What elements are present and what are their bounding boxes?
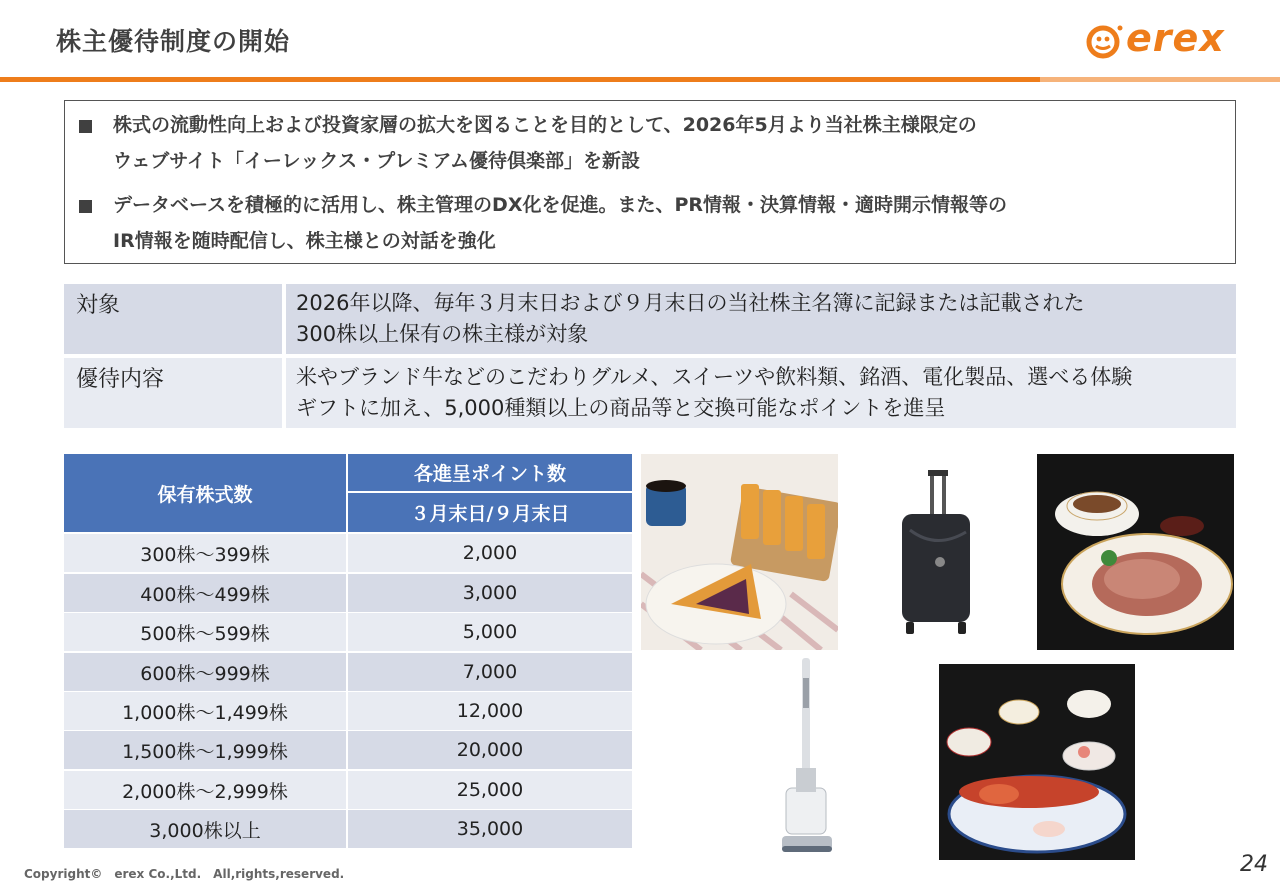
intro-bullet-2-line-2: IR情報を随時配信し、株主様との対話を強化	[113, 230, 496, 252]
shares-cell: 400株～499株	[64, 574, 346, 612]
shares-cell: 500株～599株	[64, 613, 346, 651]
points-cell: 2,000	[348, 534, 632, 572]
header-points: 各進呈ポイント数	[348, 454, 632, 491]
info-key: 優待内容	[76, 367, 165, 392]
intro-bullet-1-line-2: ウェブサイト「イーレックス・プレミアム優待倶楽部」を新設	[113, 150, 641, 172]
table-row	[64, 692, 632, 730]
points-cell: 12,000	[348, 692, 632, 730]
shares-cell: 1,000株～1,499株	[64, 692, 346, 730]
info-row-target	[64, 284, 1236, 354]
table-row	[64, 574, 632, 612]
table-row	[64, 771, 632, 809]
shares-cell: 300株～399株	[64, 534, 346, 572]
shares-cell: 2,000株～2,999株	[64, 771, 346, 809]
table-row	[64, 653, 632, 691]
info-value	[296, 288, 1226, 350]
sweets-coffee-photo	[641, 454, 838, 650]
points-cell: 35,000	[348, 810, 632, 848]
info-value	[296, 362, 1226, 424]
info-value-line: 米やブランド牛などのこだわりグルメ、スイーツや飲料類、銘酒、電化製品、選べる体験	[296, 365, 1133, 389]
beef-steak-photo	[1037, 454, 1234, 650]
page-title: 株主優待制度の開始	[56, 27, 291, 56]
erex-logo	[1086, 16, 1246, 64]
table-row	[64, 534, 632, 572]
info-value-line: 300株以上保有の株主様が対象	[296, 322, 589, 346]
header-shares: 保有株式数	[64, 454, 346, 532]
info-value-line: ギフトに加え、5,000種類以上の商品等と交換可能なポイントを進呈	[296, 396, 946, 420]
info-row-benefit	[64, 358, 1236, 428]
header-rule	[0, 77, 1040, 82]
shares-cell: 600株～999株	[64, 653, 346, 691]
lobster-kaiseki-photo	[939, 664, 1135, 860]
header-rule-accent	[1040, 77, 1280, 82]
copyright: Copyright© erex Co.,Ltd. All,rights,reserved.	[24, 867, 345, 881]
table-row	[64, 613, 632, 651]
header-dates: ３月末日/９月末日	[348, 493, 632, 532]
info-value-line: 2026年以降、毎年３月末日および９月末日の当社株主名簿に記録または記載された	[296, 291, 1085, 315]
erex-logo-mark-icon	[1086, 20, 1124, 60]
stick-vacuum-photo	[780, 658, 834, 864]
shares-cell: 3,000株以上	[64, 810, 346, 848]
square-bullet-icon	[79, 120, 92, 133]
shares-cell: 1,500株～1,999株	[64, 731, 346, 769]
table-row	[64, 810, 632, 848]
page-number: 24	[1240, 852, 1268, 877]
square-bullet-icon	[79, 200, 92, 213]
intro-bullet-1-line-1: 株式の流動性向上および投資家層の拡大を図ることを目的として、2026年5月より当社株主様限定の	[113, 114, 977, 136]
intro-bullet-2-line-1: データベースを積極的に活用し、株主管理のDX化を促進。また、PR情報・決算情報・適時開示情報等の	[113, 194, 1008, 216]
table-row	[64, 731, 632, 769]
points-cell: 5,000	[348, 613, 632, 651]
suitcase-photo	[896, 470, 974, 636]
points-cell: 7,000	[348, 653, 632, 691]
points-cell: 25,000	[348, 771, 632, 809]
points-cell: 3,000	[348, 574, 632, 612]
erex-logo-text: erex	[1126, 16, 1225, 60]
points-cell: 20,000	[348, 731, 632, 769]
intro-box	[64, 100, 1236, 264]
info-key: 対象	[76, 293, 121, 318]
